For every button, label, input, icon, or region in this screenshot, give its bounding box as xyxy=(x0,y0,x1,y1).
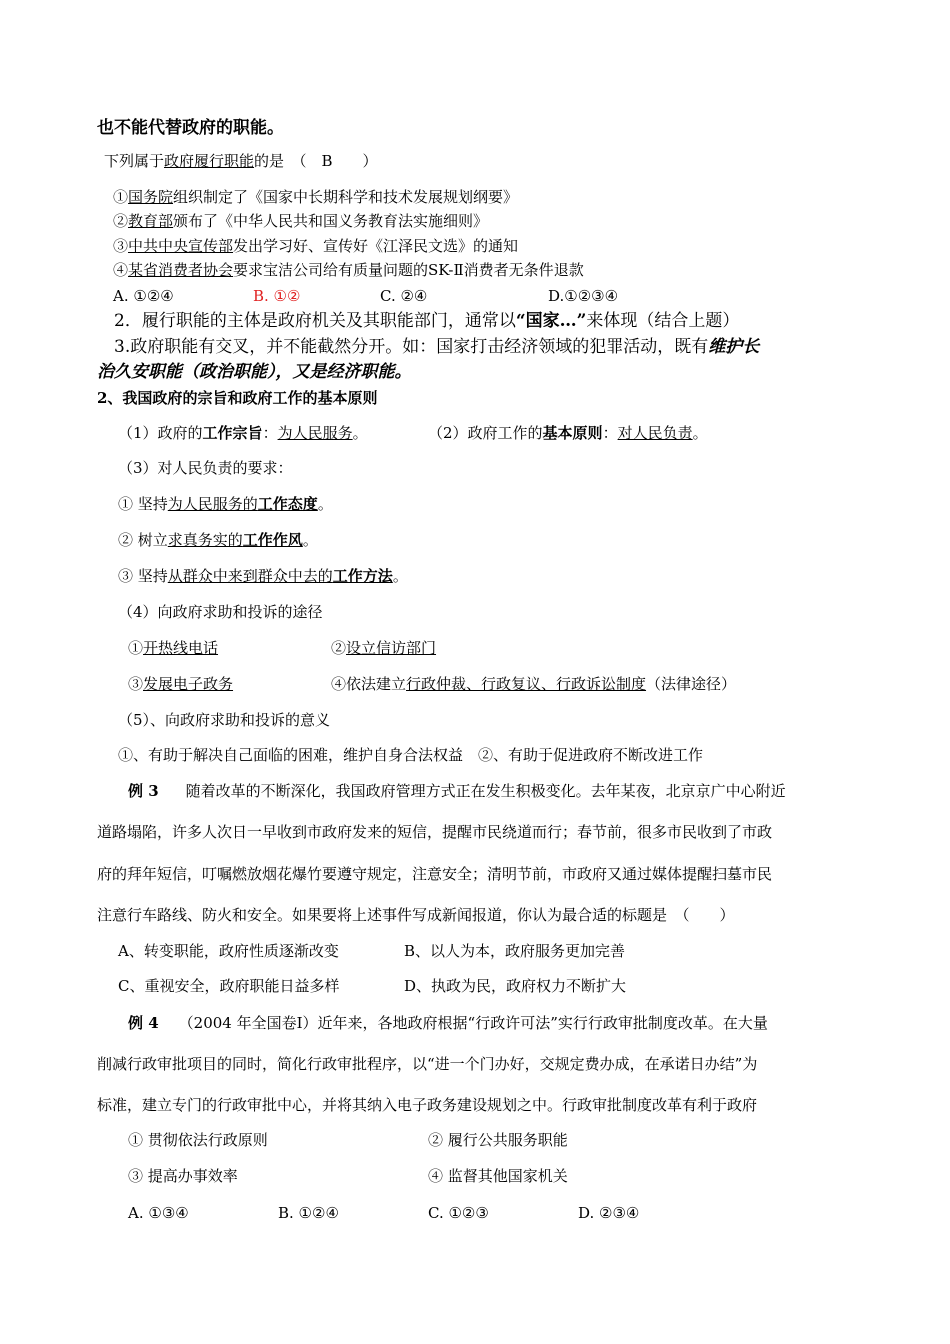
value: 为人民服务 xyxy=(277,424,353,442)
requirement-1 xyxy=(118,495,333,514)
num: ① xyxy=(128,639,144,657)
example-4-option-c: C. ①②③ xyxy=(428,1204,489,1222)
underlined: 为人民服务的 xyxy=(167,495,258,513)
example-4-item-3: ③ 提高办事效率 xyxy=(128,1167,238,1185)
period: 。 xyxy=(352,424,368,442)
example-3-line-4: 注意行车路线、防火和安全。如果要将上述事件写成新闻报道，你认为最合适的标题是 （ ） xyxy=(97,906,735,924)
ways-heading: （4）向政府求助和投诉的途径 xyxy=(118,603,323,621)
requirement-2 xyxy=(118,531,318,550)
example-4-option-d: D. ②③④ xyxy=(578,1204,640,1222)
lead: ③ 坚持 xyxy=(118,567,168,585)
example-4-item-1: ① 贯彻依法行政原则 xyxy=(128,1131,268,1149)
note: （法律途径） xyxy=(646,675,737,693)
q1-option-d: D.①②③④ xyxy=(548,287,619,305)
period: 。 xyxy=(317,495,333,513)
num: ② xyxy=(331,639,347,657)
item-text: 颁布了《中华人民共和国义务教育法实施细则》 xyxy=(173,212,489,230)
way-1 xyxy=(128,639,218,658)
label: （1）政府的 xyxy=(118,424,203,442)
text: 发展电子政务 xyxy=(143,675,234,693)
term: 基本原则 xyxy=(542,424,603,442)
q1-prefix: 下列属于 xyxy=(104,152,165,170)
q1-item-1 xyxy=(113,188,518,207)
meaning-heading: （5）、向政府求助和投诉的意义 xyxy=(118,711,331,729)
underlined: 求真务实的 xyxy=(167,531,243,549)
example-3-option-a: A、转变职能，政府性质逐渐改变 xyxy=(118,942,339,960)
period: 。 xyxy=(392,567,408,585)
item-text: 组织制定了《国家中长期科学和技术发展规划纲要》 xyxy=(173,188,519,206)
q1-item-4 xyxy=(113,261,584,280)
lead: ② 树立 xyxy=(118,531,168,549)
point-3-text: 3.政府职能有交叉，并不能截然分开。如：国家打击经济领域的犯罪活动，既有 xyxy=(114,337,709,357)
period: 。 xyxy=(302,531,318,549)
example-4-item-2: ② 履行公共服务职能 xyxy=(428,1131,568,1149)
item-subject: 国务院 xyxy=(128,188,174,206)
item-num: ④ xyxy=(113,261,129,279)
requirement-3 xyxy=(118,567,408,586)
value: 对人民负责 xyxy=(617,424,693,442)
point-2-tail: 来体现（结合上题） xyxy=(586,311,740,331)
example-4-option-a: A. ①③④ xyxy=(128,1204,189,1222)
item-subject: 教育部 xyxy=(128,212,174,230)
q1-item-2 xyxy=(113,212,488,231)
q1-option-a: A. ①②④ xyxy=(113,287,174,305)
q1-option-c: C. ②④ xyxy=(380,287,428,305)
way-4 xyxy=(331,675,736,694)
text: 开热线电话 xyxy=(143,639,219,657)
example-3-first-line xyxy=(128,782,786,801)
example-4-item-4: ④ 监督其他国家机关 xyxy=(428,1167,568,1185)
example-4-line-2: 削减行政审批项目的同时，简化行政审批程序，以“进一个门办好，交规定费办成，在承诺日办结”为 xyxy=(97,1055,758,1073)
term: 工作作风 xyxy=(242,531,303,549)
requirements-heading: （3）对人民负责的要求： xyxy=(118,459,293,477)
example-4-label: 例 4 xyxy=(128,1014,159,1032)
item-num: ② xyxy=(113,212,129,230)
example-4-first-line xyxy=(128,1014,768,1033)
underlined: 从群众中来到群众中去的 xyxy=(167,567,333,585)
way-2 xyxy=(331,639,436,658)
term: 工作方法 xyxy=(332,567,393,585)
example-4-line-3: 标准，建立专门的行政审批中心，并将其纳入电子政务建设规划之中。行政审批制度改革有利于政府 xyxy=(97,1096,758,1114)
example-3-option-b: B、以人为本，政府服务更加完善 xyxy=(404,942,626,960)
colon: ： xyxy=(262,424,278,442)
item-text: 发出学习好、宣传好《江泽民文选》的通知 xyxy=(233,237,519,255)
item-text: 要求宝洁公司给有质量问题的SK-Ⅱ消费者无条件退款 xyxy=(233,261,584,279)
example-3-label: 例 3 xyxy=(128,782,159,800)
purpose-line xyxy=(118,424,368,443)
term: 工作宗旨 xyxy=(202,424,263,442)
point-3-emph: 维护长 xyxy=(708,337,760,357)
q1-suffix: 的是 （ B ） xyxy=(254,152,378,170)
point-3-cont: 治久安职能（政治职能），又是经济职能。 xyxy=(97,362,412,382)
example-3-option-c: C、重视安全，政府职能日益多样 xyxy=(118,977,340,995)
way-3 xyxy=(128,675,233,694)
intro-line: 也不能代替政府的职能。 xyxy=(97,118,284,138)
text: 行政仲裁、行政复议、行政诉讼制度 xyxy=(406,675,647,693)
num: ③ xyxy=(128,675,144,693)
text: 设立信访部门 xyxy=(346,639,437,657)
example-3-option-d: D、执政为民，政府权力不断扩大 xyxy=(404,977,627,995)
q1-item-3 xyxy=(113,237,518,256)
item-num: ① xyxy=(113,188,129,206)
item-subject: 中共中央宣传部 xyxy=(128,237,234,255)
example-4-option-b: B. ①②④ xyxy=(278,1204,339,1222)
example-3-line-2: 道路塌陷，许多人次日一早收到市政府发来的短信，提醒市民绕道而行；春节前，很多市民收到了市政 xyxy=(97,823,773,841)
term: 工作态度 xyxy=(257,495,318,513)
colon: ： xyxy=(602,424,618,442)
period: 。 xyxy=(692,424,708,442)
example-4-text: （2004 年全国卷Ⅰ）近年来，各地政府根据“行政许可法”实行行政审批制度改革。在大量 xyxy=(178,1014,768,1032)
label: （2）政府工作的 xyxy=(428,424,543,442)
section-2-title: 2、我国政府的宗旨和政府工作的基本原则 xyxy=(97,389,378,407)
point-3 xyxy=(114,337,759,358)
example-3-text: 随着改革的不断深化，我国政府管理方式正在发生积极变化。去年某夜，北京京广中心附近 xyxy=(185,782,786,800)
num: ④依法建立 xyxy=(331,675,407,693)
meaning-line: ①、有助于解决自己面临的困难，维护自身合法权益 ②、有助于促进政府不断改进工作 xyxy=(118,746,704,764)
principle-line xyxy=(428,424,708,443)
q1-keyword: 政府履行职能 xyxy=(164,152,255,170)
example-3-line-3: 府的拜年短信，叮嘱燃放烟花爆竹要遵守规定，注意安全；清明节前，市政府又通过媒体提醒扫墓市民 xyxy=(97,865,773,883)
item-num: ③ xyxy=(113,237,129,255)
point-2 xyxy=(114,311,739,332)
point-2-emph: “国家…” xyxy=(515,311,587,331)
point-2-text: 2．履行职能的主体是政府机关及其职能部门，通常以 xyxy=(114,311,516,331)
q1-stem xyxy=(104,152,378,171)
lead: ① 坚持 xyxy=(118,495,168,513)
item-subject: 某省消费者协会 xyxy=(128,261,234,279)
q1-option-b-answer: B. ①② xyxy=(253,287,301,305)
